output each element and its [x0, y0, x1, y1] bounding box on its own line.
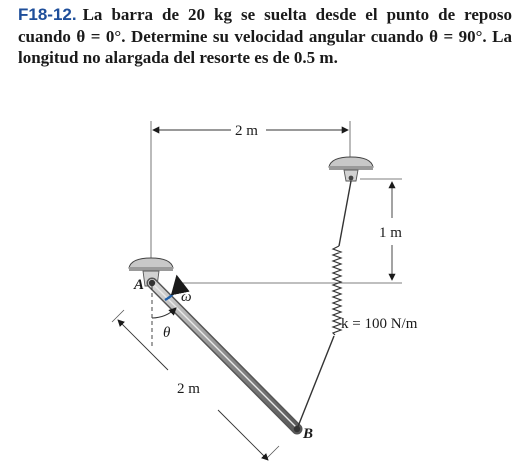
label-theta: θ: [163, 325, 171, 341]
dim-top-label: 2 m: [235, 123, 258, 139]
spring: [297, 181, 351, 429]
label-omega: ω: [181, 289, 192, 305]
problem-statement: La barra de 20 kg se suelta desde el punto de reposo cuando θ = 0°. Determine su velocidad angular cuando θ = 90°. La longitud no alargada del resorte es de 0.5 m.: [18, 5, 512, 67]
label-A: A: [134, 277, 145, 293]
problem-number: F18-12.: [18, 5, 77, 24]
dim-bar-label: 2 m: [177, 381, 200, 397]
label-k: k = 100 N/m: [341, 316, 418, 332]
support-top-right: [329, 157, 373, 181]
dim-right-label: 1 m: [379, 225, 402, 241]
label-B: B: [303, 426, 314, 442]
dimension-top: [151, 121, 350, 273]
dimension-right: [175, 179, 402, 283]
